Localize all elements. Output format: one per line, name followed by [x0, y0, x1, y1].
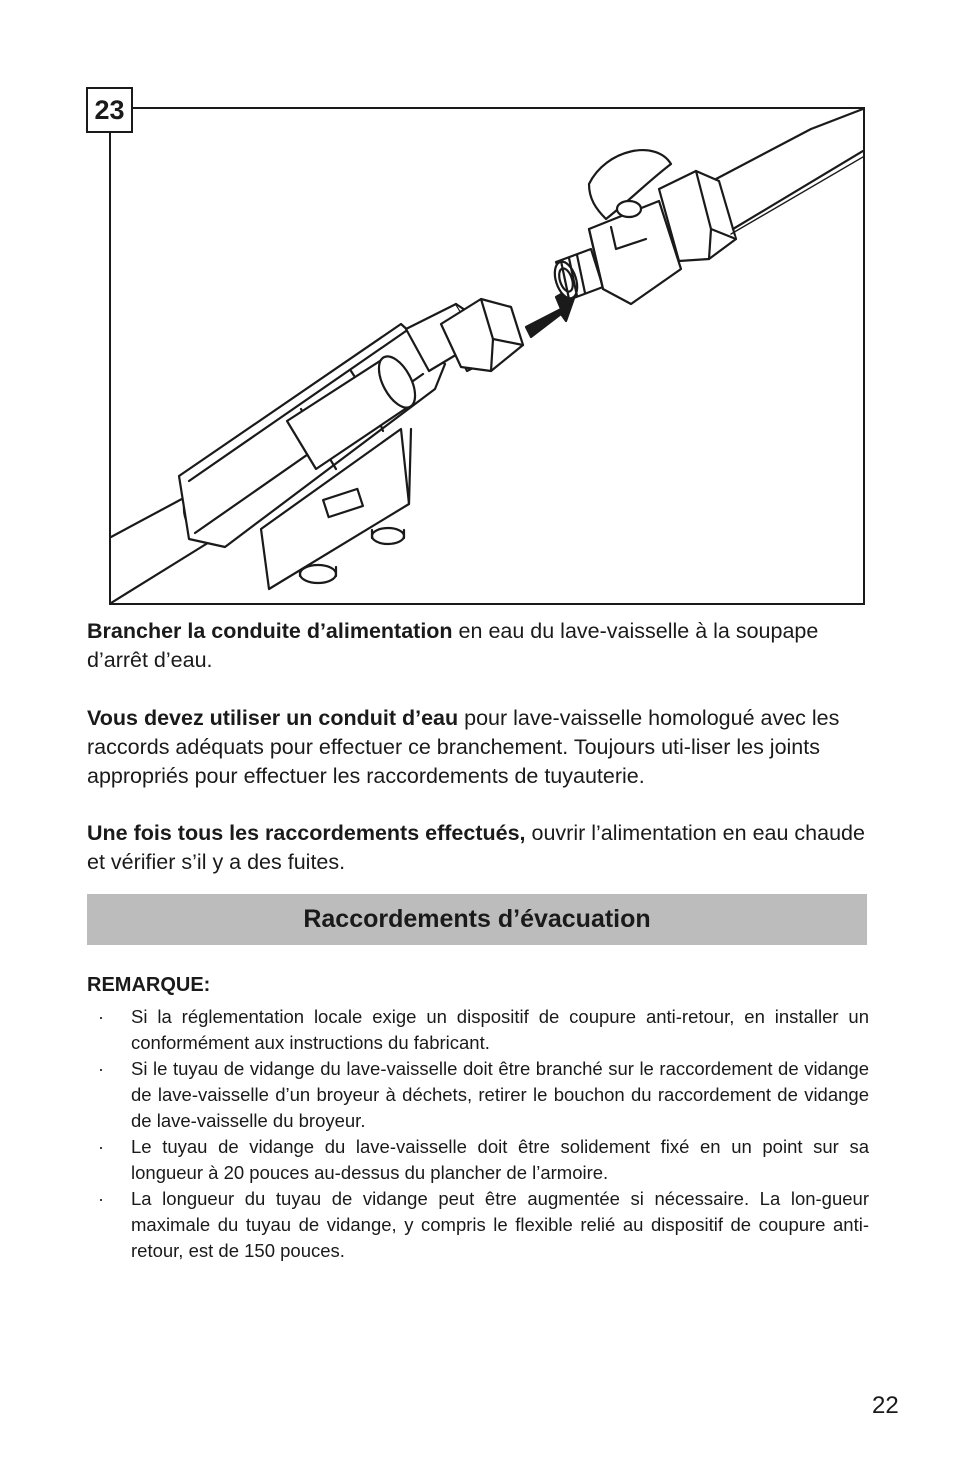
bullet-dot: ·	[98, 1007, 104, 1027]
instruction-bold-lead: Une fois tous les raccordements effectués,	[87, 821, 526, 845]
note-item-text: Si le tuyau de vidange du lave-vaisselle doit être branché sur le raccordement de vidange de lave-vaisselle d’un broyeur à déchets, retirer le bouchon du raccordement de vidange de lave-vaisselle du broyeur.	[131, 1058, 869, 1131]
note-item	[87, 1186, 869, 1264]
note-item	[87, 1056, 869, 1134]
bullet-dot: ·	[98, 1189, 104, 1209]
note-item-text: Si la réglementation locale exige un dispositif de coupure anti-retour, en installer un conformément aux instructions du fabricant.	[131, 1006, 869, 1053]
instruction-text: pour lave-vaisselle homologué avec les raccords adéquats pour effectuer ce branchement. Toujours uti-liser les joints appropriés pour effectuer les raccordements de tuyauterie.	[87, 706, 840, 788]
instruction-text: en eau du lave-vaisselle à la soupape d’arrêt d’eau.	[87, 619, 819, 672]
page-number: 22	[872, 1392, 899, 1419]
note-item	[87, 1134, 869, 1186]
instruction-bold-lead: Vous devez utiliser un conduit d’eau	[87, 706, 459, 730]
instruction-text: ouvrir l’alimentation en eau chaude et vérifier s’il y a des fuites.	[87, 821, 865, 874]
note-list	[87, 1004, 869, 1264]
instruction-paragraph-connect-supply	[87, 617, 877, 675]
section-heading-band	[87, 894, 867, 945]
water-supply-hose-to-shutoff-valve-illustration	[111, 109, 863, 603]
instruction-paragraph-check-leaks	[87, 819, 877, 877]
note-item-text: Le tuyau de vidange du lave-vaisselle doit être solidement fixé en un point sur sa longueur à 20 pouces au-dessus du plancher de l’armoire.	[131, 1136, 869, 1183]
instruction-bold-lead: Brancher la conduite d’alimentation	[87, 619, 453, 643]
note-title: REMARQUE:	[87, 974, 211, 996]
figure-number: 23	[86, 87, 133, 133]
figure-illustration	[109, 107, 865, 605]
section-title: Raccordements d’évacuation	[303, 905, 651, 933]
instruction-paragraph-approved-hose	[87, 704, 877, 791]
bullet-dot: ·	[98, 1059, 104, 1079]
note-item-text: La longueur du tuyau de vidange peut être augmentée si nécessaire. La lon-gueur maximale du tuyau de vidange, y compris le flexible relié au dispositif de coupure anti-retour, est de 150 pouces.	[131, 1188, 869, 1261]
bullet-dot: ·	[98, 1137, 104, 1157]
note-item	[87, 1004, 869, 1056]
